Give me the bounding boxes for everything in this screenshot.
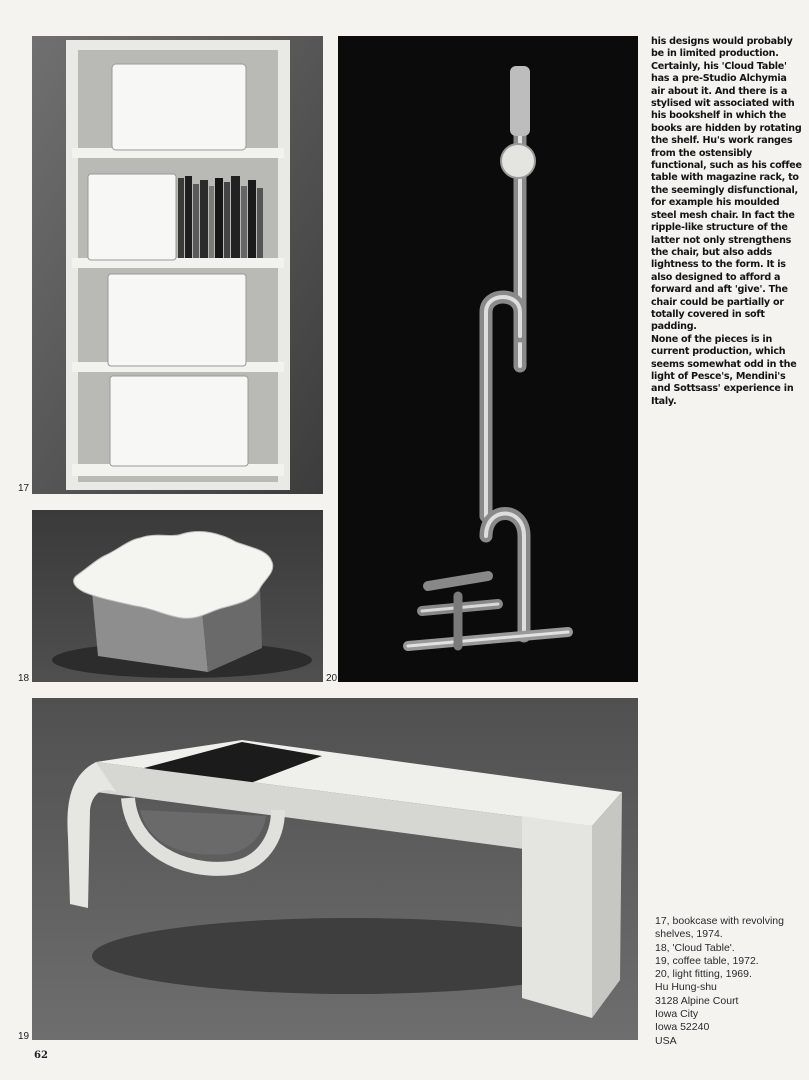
figure-number-18: 18 xyxy=(18,673,30,684)
light-fitting-photo xyxy=(338,36,638,682)
caption-line: 19, coffee table, 1972. xyxy=(655,954,759,967)
caption-line: 17, bookcase with revolving xyxy=(655,915,784,927)
figure-captions xyxy=(655,915,805,1048)
caption-line: Iowa City xyxy=(655,1008,699,1021)
figure-number-17: 17 xyxy=(18,483,30,494)
article-text xyxy=(651,36,803,408)
caption-line: Iowa 52240 xyxy=(655,1021,710,1034)
coffee-table-photo xyxy=(32,698,638,1040)
page-number: 62 xyxy=(34,1050,48,1061)
caption-line: 3128 Alpine Court xyxy=(655,994,739,1007)
caption-line: 20, light fitting, 1969. xyxy=(655,968,752,981)
figure-number-20: 20 xyxy=(326,673,338,684)
bookcase-photo xyxy=(32,36,323,494)
caption-line: shelves, 1974. xyxy=(655,928,723,941)
caption-line: USA xyxy=(655,1034,677,1047)
article-paragraph: None of the pieces is in current production, which seems somewhat odd in the light of Pesce's, Mendini's and Sottsass' experience in Italy. xyxy=(651,333,797,407)
figure-number-19: 19 xyxy=(18,1031,30,1042)
article-paragraph: his designs would probably be in limited production. Certainly, his 'Cloud Table' has a pre-Studio Alchymia air about it. And there is a stylised wit associated with his bookshelf in which the books are hidden by rotating the shelf. Hu's work ranges from the ostensibly functional, such as his coffee table with magazine rack, to the seemingly disfunctional, for example his moulded steel mesh chair. In fact the ripple-like structure of the latter not only strengthens the chair, but also adds lightness to the form. It is also designed to afford a forward and aft 'give'. The chair could be partially or totally covered in soft padding. xyxy=(651,36,802,333)
caption-line: 18, 'Cloud Table'. xyxy=(655,941,735,954)
caption-line: Hu Hung-shu xyxy=(655,981,717,994)
cloud-table-photo xyxy=(32,510,323,682)
